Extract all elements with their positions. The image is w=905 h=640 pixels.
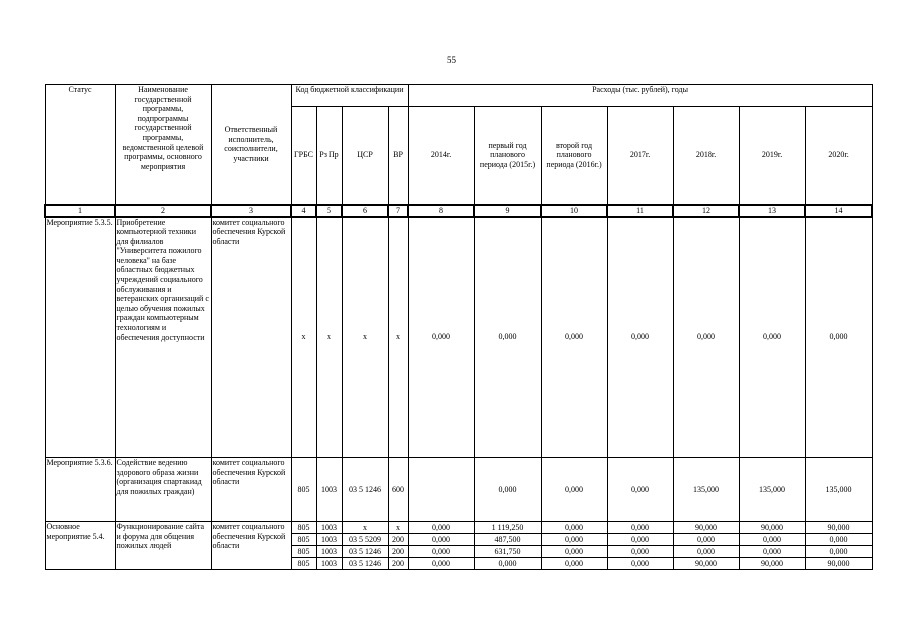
group-name: Функционирование сайта и форума для общения пожилых людей [115, 522, 211, 570]
column-number: 11 [607, 205, 673, 217]
row-status: Мероприятие 5.3.6. [45, 458, 115, 522]
group-2016: 0,000 [541, 546, 607, 558]
header-name: Наименование государственной программы, подпрограммы государственной программы, ведомственной целевой программы, основного мероприятия [115, 85, 211, 205]
group-2017: 0,000 [607, 534, 673, 546]
group-2014: 0,000 [408, 546, 474, 558]
row-2019: 135,000 [739, 458, 805, 522]
column-number: 6 [342, 205, 388, 217]
table-row [45, 458, 872, 522]
group-2019: 0,000 [739, 534, 805, 546]
row-2016: 0,000 [541, 458, 607, 522]
budget-table [44, 84, 873, 570]
row-2017: 0,000 [607, 458, 673, 522]
group-2016: 0,000 [541, 558, 607, 570]
row-rzpr: 1003 [316, 458, 342, 522]
group-2019: 90,000 [739, 558, 805, 570]
header-rzpr: Рз Пр [316, 107, 342, 205]
group-csr: x [342, 522, 388, 534]
row-2014: 0,000 [408, 217, 474, 458]
group-2014: 0,000 [408, 558, 474, 570]
column-number: 7 [388, 205, 408, 217]
group-2016: 0,000 [541, 534, 607, 546]
header-budget-code: Код бюджетной классификации [291, 85, 408, 107]
column-number: 5 [316, 205, 342, 217]
row-responsible: комитет социального обеспечения Курской области [211, 217, 291, 458]
column-number: 10 [541, 205, 607, 217]
group-csr: 03 5 1246 [342, 546, 388, 558]
group-2020: 90,000 [805, 522, 872, 534]
group-grbs: 805 [291, 522, 316, 534]
group-2019: 0,000 [739, 546, 805, 558]
header-vr: ВР [388, 107, 408, 205]
group-grbs: 805 [291, 534, 316, 546]
row-name: Содействие ведению здорового образа жизни (организация спартакиад для пожилых граждан) [115, 458, 211, 522]
group-2018: 0,000 [673, 534, 739, 546]
group-responsible: комитет социального обеспечения Курской области [211, 522, 291, 570]
group-2015: 487,500 [474, 534, 541, 546]
column-number: 9 [474, 205, 541, 217]
group-status: Основное мероприятие 5.4. [45, 522, 115, 570]
group-rzpr: 1003 [316, 558, 342, 570]
group-2014: 0,000 [408, 534, 474, 546]
row-2015: 0,000 [474, 217, 541, 458]
row-vr: 600 [388, 458, 408, 522]
header-2016: второй год планового периода (2016г.) [541, 107, 607, 205]
row-csr: 03 5 1246 [342, 458, 388, 522]
group-2020: 0,000 [805, 534, 872, 546]
row-status: Мероприятие 5.3.5. [45, 217, 115, 458]
column-number: 3 [211, 205, 291, 217]
header-expenses: Расходы (тыс. рублей), годы [408, 85, 872, 107]
row-vr: x [388, 217, 408, 458]
header-responsible: Ответственный исполнитель, соисполнители, участники [211, 85, 291, 205]
group-2020: 0,000 [805, 546, 872, 558]
group-csr: 03 5 5209 [342, 534, 388, 546]
group-vr: 200 [388, 534, 408, 546]
row-rzpr: x [316, 217, 342, 458]
group-csr: 03 5 1246 [342, 558, 388, 570]
group-2017: 0,000 [607, 522, 673, 534]
row-2018: 135,000 [673, 458, 739, 522]
group-2014: 0,000 [408, 522, 474, 534]
header-csr: ЦСР [342, 107, 388, 205]
group-grbs: 805 [291, 546, 316, 558]
group-2015: 0,000 [474, 558, 541, 570]
column-number: 1 [45, 205, 115, 217]
page-number: 55 [447, 55, 456, 65]
column-number: 4 [291, 205, 316, 217]
header-2015: первый год планового периода (2015г.) [474, 107, 541, 205]
group-2015: 1 119,250 [474, 522, 541, 534]
row-2020: 0,000 [805, 217, 872, 458]
table-row [45, 522, 872, 534]
group-2017: 0,000 [607, 546, 673, 558]
group-rzpr: 1003 [316, 546, 342, 558]
header-2014: 2014г. [408, 107, 474, 205]
group-2015: 631,750 [474, 546, 541, 558]
group-rzpr: 1003 [316, 522, 342, 534]
table-row [45, 217, 872, 458]
column-number: 14 [805, 205, 872, 217]
row-grbs: 805 [291, 458, 316, 522]
row-2015: 0,000 [474, 458, 541, 522]
column-number: 8 [408, 205, 474, 217]
header-2020: 2020г. [805, 107, 872, 205]
group-2017: 0,000 [607, 558, 673, 570]
row-2016: 0,000 [541, 217, 607, 458]
row-2019: 0,000 [739, 217, 805, 458]
group-vr: 200 [388, 558, 408, 570]
header-2018: 2018г. [673, 107, 739, 205]
header-2019: 2019г. [739, 107, 805, 205]
group-2018: 0,000 [673, 546, 739, 558]
column-number: 2 [115, 205, 211, 217]
group-rzpr: 1003 [316, 534, 342, 546]
group-2020: 90,000 [805, 558, 872, 570]
group-2016: 0,000 [541, 522, 607, 534]
row-name: Приобретение компьютерной техники для филиалов "Университета пожилого человека" на базе областных бюджетных учреждений социального обслуживания и ветеранских организаций с целью обучения пожилых граждан компьютерным технологиям и обеспечения доступности [115, 217, 211, 458]
group-vr: x [388, 522, 408, 534]
column-number: 12 [673, 205, 739, 217]
header-2017: 2017г. [607, 107, 673, 205]
row-2014 [408, 458, 474, 522]
column-number: 13 [739, 205, 805, 217]
group-2019: 90,000 [739, 522, 805, 534]
group-grbs: 805 [291, 558, 316, 570]
row-2017: 0,000 [607, 217, 673, 458]
row-2020: 135,000 [805, 458, 872, 522]
row-csr: x [342, 217, 388, 458]
row-grbs: x [291, 217, 316, 458]
group-vr: 200 [388, 546, 408, 558]
header-status: Статус [45, 85, 115, 205]
group-2018: 90,000 [673, 558, 739, 570]
header-grbs: ГРБС [291, 107, 316, 205]
row-2018: 0,000 [673, 217, 739, 458]
row-responsible: комитет социального обеспечения Курской области [211, 458, 291, 522]
group-2018: 90,000 [673, 522, 739, 534]
